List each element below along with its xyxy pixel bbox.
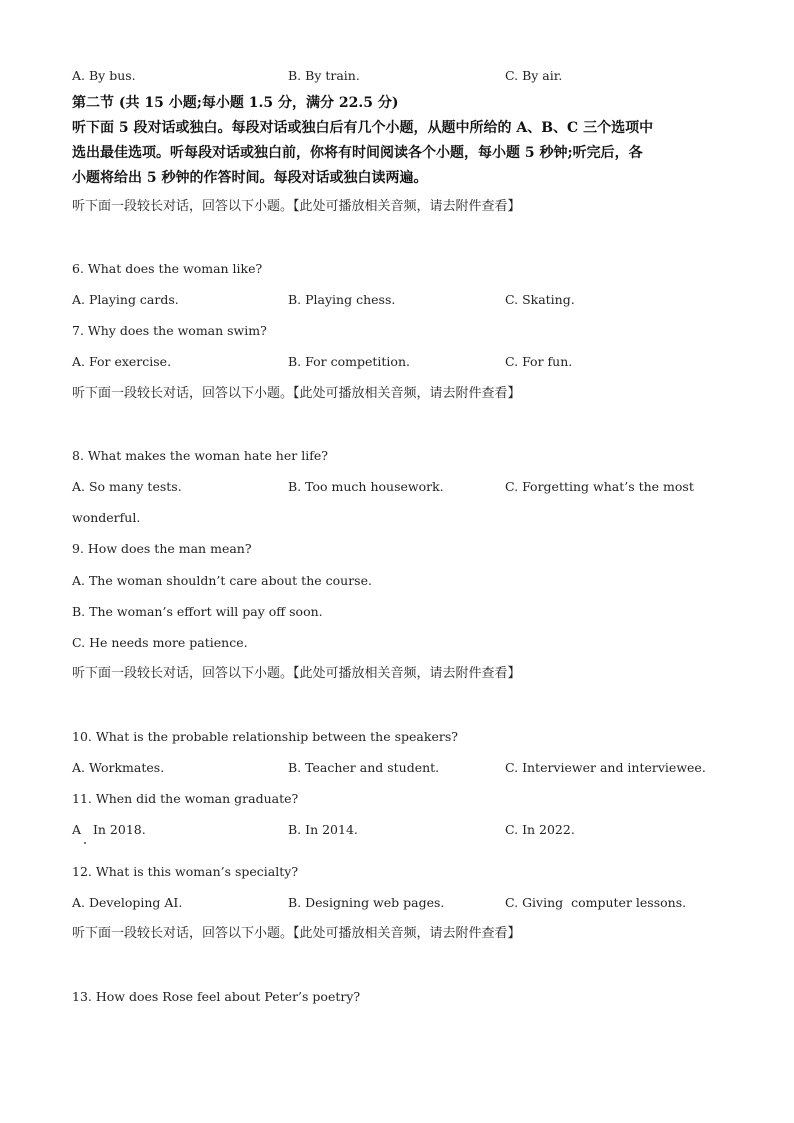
q7-option-b: B. For competition. [288,354,410,369]
q10-option-a: A. Workmates. [72,760,165,775]
q5-option-a: A. By bus. [72,68,136,83]
q6-option-c: C. Skating. [505,292,575,307]
q11-option-b: B. In 2014. [288,822,358,837]
question-8: 8. What makes the woman hate her life? [72,448,328,463]
stray-dot [84,842,86,844]
q9-option-a: A. The woman shouldn’t care about the course. [72,573,372,588]
q10-option-b: B. Teacher and student. [288,760,440,775]
q8-option-a: A. So many tests. [72,479,182,494]
audio-note: 听下面一段较长对话，回答以下小题。【此处可播放相关音频，请去附件查看】 [72,386,521,401]
q11-option-a: A In 2018. [72,822,146,837]
q7-option-c: C. For fun. [505,354,573,369]
section-instruction-line-3: 小题将给出 5 秒钟的作答时间。每段对话或独白读两遍。 [72,170,428,186]
section-title: 第二节 (共 15 小题;每小题 1.5 分，满分 22.5 分) [72,95,399,111]
q8-option-c-continued: wonderful. [72,510,141,525]
q7-option-a: A. For exercise. [72,354,172,369]
q9-option-c: C. He needs more patience. [72,635,248,650]
q5-option-b: B. By train. [288,68,360,83]
question-9: 9. How does the man mean? [72,541,252,556]
question-12: 12. What is this woman’s specialty? [72,864,299,879]
q11-option-c: C. In 2022. [505,822,575,837]
question-11: 11. When did the woman graduate? [72,791,299,806]
q12-option-c: C. Giving computer lessons. [505,895,687,910]
q9-option-b: B. The woman’s effort will pay off soon. [72,604,323,619]
q5-option-c: C. By air. [505,68,563,83]
audio-note: 听下面一段较长对话，回答以下小题。【此处可播放相关音频，请去附件查看】 [72,926,521,941]
q6-option-b: B. Playing chess. [288,292,396,307]
q8-option-b: B. Too much housework. [288,479,444,494]
audio-note: 听下面一段较长对话，回答以下小题。【此处可播放相关音频，请去附件查看】 [72,199,521,214]
q12-option-a: A. Developing AI. [72,895,183,910]
question-10: 10. What is the probable relationship between the speakers? [72,729,458,744]
section-instruction-line-2: 选出最佳选项。听每段对话或独白前，你将有时间阅读各个小题，每小题 5 秒钟;听完后，各 [72,145,643,161]
q6-option-a: A. Playing cards. [72,292,179,307]
question-13: 13. How does Rose feel about Peter’s poetry? [72,989,361,1004]
audio-note: 听下面一段较长对话，回答以下小题。【此处可播放相关音频，请去附件查看】 [72,666,521,681]
q10-option-c: C. Interviewer and interviewee. [505,760,706,775]
section-instruction-line-1: 听下面 5 段对话或独白。每段对话或独白后有几个小题，从题中所给的 A、B、C 三个选项中 [72,120,654,136]
question-6: 6. What does the woman like? [72,261,263,276]
question-7: 7. Why does the woman swim? [72,323,267,338]
q12-option-b: B. Designing web pages. [288,895,445,910]
q8-option-c: C. Forgetting what’s the most [505,479,694,494]
